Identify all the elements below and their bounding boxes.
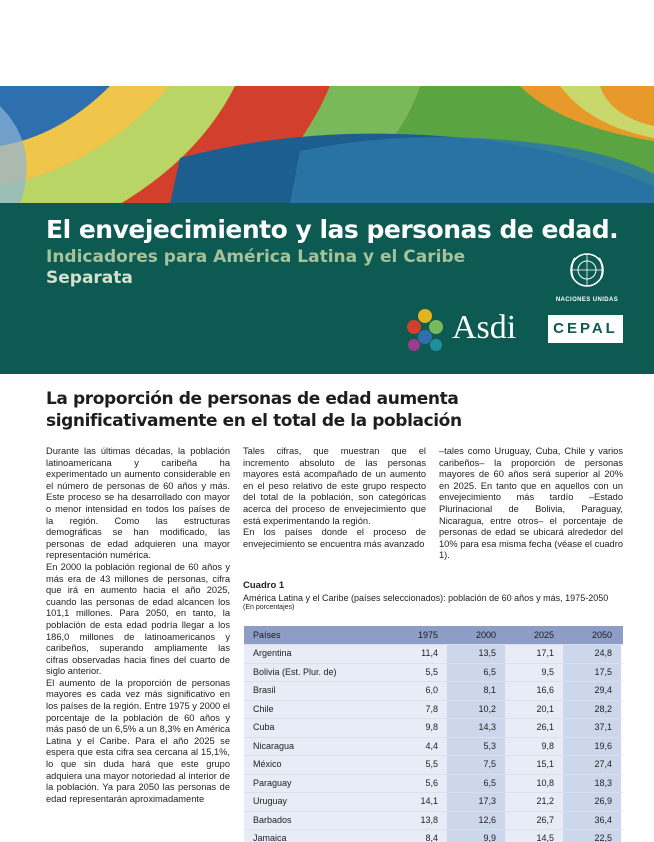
data-table	[244, 626, 623, 842]
table-cell: 5,6	[389, 775, 447, 793]
table-cell: 26,7	[505, 812, 563, 830]
article-heading	[46, 388, 606, 432]
table-cell: 4,4	[389, 738, 447, 756]
article-heading-line-2: significativamente en el total de la población	[46, 411, 462, 431]
table-cell: 6,5	[447, 775, 505, 793]
column-header: 2025	[505, 626, 563, 644]
table-cell: 24,8	[563, 645, 621, 663]
table-cell: 20,1	[505, 701, 563, 719]
paragraph: Tales cifras, que muestran que el incremento absoluto de las personas mayores está acompañado de un aumento en el peso relativo de este grupo respecto del total de la población, son categóricas acerca del proceso de envejecimiento que está experimentando la región.	[243, 446, 426, 526]
table-cell: Brasil	[244, 682, 389, 700]
paragraph: Durante las últimas décadas, la población latinoamericana y caribeña ha experimentado un aumento considerable en el número de personas de 60 años y más. Este proceso se ha desarrollado con mayor o menor intensidad en todos los países de la región. Como las estructuras demográficas se han modificado, las personas de edad adquieren una mayor representación numérica.	[46, 446, 230, 561]
table-cell: 18,3	[563, 775, 621, 793]
table-cell: 9,9	[447, 830, 505, 842]
table-row	[244, 830, 623, 842]
table-header-row	[244, 626, 623, 645]
column-header: 1975	[389, 626, 447, 644]
table-cell: 12,6	[447, 812, 505, 830]
publication-separata: Separata	[46, 268, 133, 288]
table-cell: México	[244, 756, 389, 774]
table-cell: 17,3	[447, 793, 505, 811]
table-cell: 11,4	[389, 645, 447, 663]
table-row	[244, 664, 623, 683]
table-cell: Uruguay	[244, 793, 389, 811]
table-cell: 10,2	[447, 701, 505, 719]
table-cell: 17,1	[505, 645, 563, 663]
table-cell: 36,4	[563, 812, 621, 830]
cepal-logo: CEPAL	[548, 315, 623, 343]
table-cell: 15,1	[505, 756, 563, 774]
table-cell: 22,5	[563, 830, 621, 842]
table-cell: 6,5	[447, 664, 505, 682]
table-caption	[243, 580, 625, 611]
table-cell: Cuba	[244, 719, 389, 737]
table-row	[244, 756, 623, 775]
table-cell: Chile	[244, 701, 389, 719]
table-cell: 17,5	[563, 664, 621, 682]
article-column-3	[439, 446, 623, 562]
paragraph: En 2000 la población regional de 60 años y más era de 43 millones de personas, cifra que irá en aumento hacia el año 2025, cuando las personas de edad alcancen los 101,1 millones. Para 2050, en tanto, la población de esta edad podría llegar a los 186,0 millones de latinoamericanos y caribeños, superando ampliamente las cifras observadas hacia fines del cuarto de siglo anterior.	[46, 561, 230, 677]
table-cell: 14,5	[505, 830, 563, 842]
table-row	[244, 812, 623, 831]
table-cell: Nicaragua	[244, 738, 389, 756]
table-cell: 16,6	[505, 682, 563, 700]
table-cell: 6,0	[389, 682, 447, 700]
column-header: Países	[244, 626, 389, 644]
table-cell: 9,8	[389, 719, 447, 737]
decorative-banner	[0, 86, 654, 204]
table-cell: 14,1	[389, 793, 447, 811]
table-row	[244, 701, 623, 720]
table-cell: 13,8	[389, 812, 447, 830]
table-cell: 13,5	[447, 645, 505, 663]
column-header: 2050	[563, 626, 621, 644]
un-emblem-icon	[567, 250, 607, 290]
table-cell: 14,3	[447, 719, 505, 737]
table-row	[244, 682, 623, 701]
table-cell: 26,9	[563, 793, 621, 811]
table-cell: 21,2	[505, 793, 563, 811]
publication-subtitle: Indicadores para América Latina y el Caribe	[46, 247, 466, 267]
table-row	[244, 719, 623, 738]
paragraph: El aumento de la proporción de personas mayores es cada vez más significativo en los países de la región. Entre 1975 y 2000 el porcentaje de la población de 60 años y más pasó de un 6,5% a un 8,3% en América Latina y el Caribe. Para el año 2025 se espera que esta cifra sea cercana al 15,1%, lo que sin duda hará que este grupo adquiera una mayor notoriedad al interior de la población. Ya para 2050 las personas de edad representarán aproximadamente	[46, 677, 230, 804]
table-cell: 37,1	[563, 719, 621, 737]
paragraph: En los países donde el proceso de envejecimiento se encuentra más avanzado	[243, 527, 426, 549]
table-cell: 9,5	[505, 664, 563, 682]
table-cell: 7,8	[389, 701, 447, 719]
publication-header	[0, 203, 654, 374]
asdi-mark-icon	[402, 307, 448, 353]
column-header: 2000	[447, 626, 505, 644]
table-cell: Argentina	[244, 645, 389, 663]
table-caption-unit: (En porcentajes)	[243, 604, 295, 611]
table-cell: Jamaica	[244, 830, 389, 842]
table-caption-title: Cuadro 1	[243, 580, 285, 591]
table-cell: 5,5	[389, 664, 447, 682]
banner-artwork	[0, 86, 654, 204]
table-row	[244, 645, 623, 664]
un-label: NACIONES UNIDAS	[555, 297, 619, 303]
un-logo	[555, 250, 619, 303]
table-cell: 29,4	[563, 682, 621, 700]
table-cell: 7,5	[447, 756, 505, 774]
table-cell: Barbados	[244, 812, 389, 830]
paragraph: –tales como Uruguay, Cuba, Chile y varios caribeños– la proporción de personas mayores de 60 años será superior al 20% en 2025. En tanto que en aquellos con un envejecimiento más tardío –Estado Plurinacional de Bolivia, Paraguay, Nicaragua, entre otros– el porcentaje de personas de edad se ubicará alrededor del 10% para esa misma fecha (véase el cuadro 1).	[439, 446, 623, 561]
table-caption-subtitle: América Latina y el Caribe (países seleccionados): población de 60 años y más, 1975-2050	[243, 593, 609, 603]
table-cell: 5,3	[447, 738, 505, 756]
table-cell: 8,4	[389, 830, 447, 842]
asdi-wordmark: Asdi	[452, 309, 517, 346]
article-column-1	[46, 446, 230, 842]
article-column-2	[243, 446, 426, 550]
table-cell: 10,8	[505, 775, 563, 793]
asdi-logo	[402, 307, 532, 353]
table-cell: 28,2	[563, 701, 621, 719]
table-cell: 8,1	[447, 682, 505, 700]
table-cell: 19,6	[563, 738, 621, 756]
table-row	[244, 775, 623, 794]
table-cell: 9,8	[505, 738, 563, 756]
table-cell: 27,4	[563, 756, 621, 774]
article-heading-line-1: La proporción de personas de edad aumenta	[46, 389, 459, 409]
table-row	[244, 738, 623, 757]
table-cell: 5,5	[389, 756, 447, 774]
table-cell: 26,1	[505, 719, 563, 737]
publication-title: El envejecimiento y las personas de edad.	[46, 215, 619, 244]
table-cell: Paraguay	[244, 775, 389, 793]
table-cell: Bolivia (Est. Plur. de)	[244, 664, 389, 682]
table-row	[244, 793, 623, 812]
